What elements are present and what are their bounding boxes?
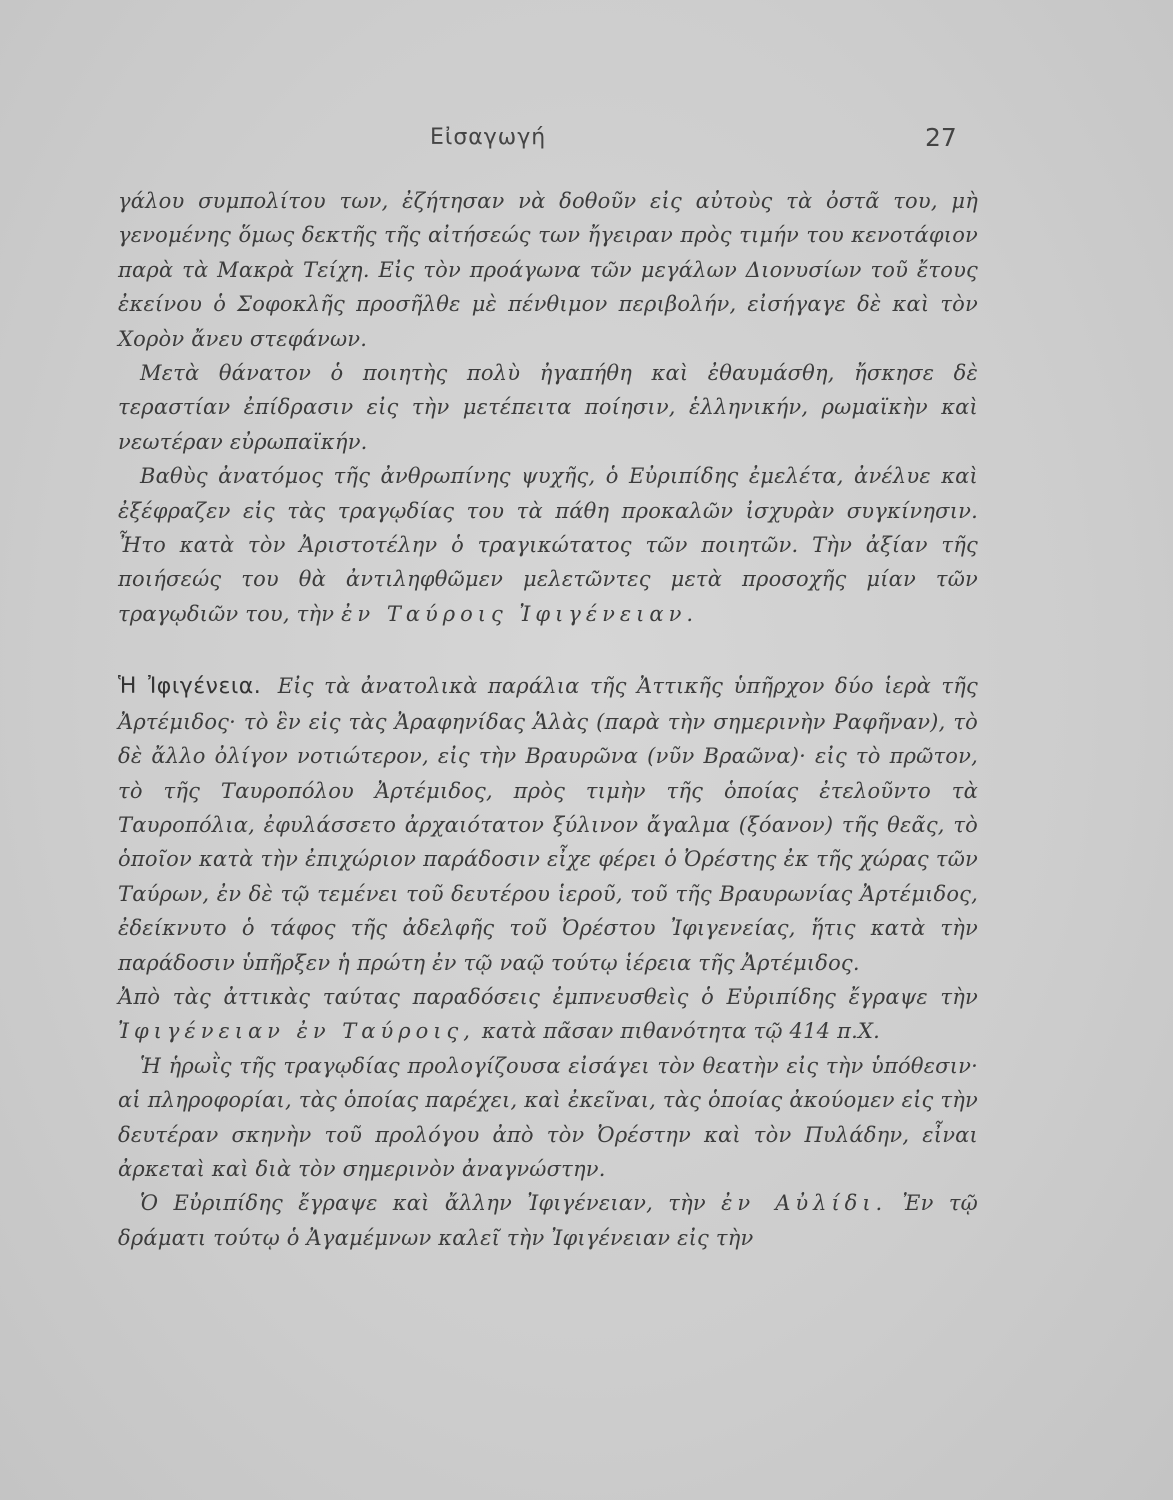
paragraph-text: Ὁ Εὐριπίδης ἔγραψε καὶ ἄλλην Ἰφιγένειαν, τὴν (140, 1191, 706, 1216)
paragraph-text: γάλου συμπολίτου των, ἐζήτησαν νὰ δοθοῦν εἰς αὐτοὺς τὰ ὀστᾶ του, μὴ γενομένης ὅμως δεκτῆς τῆς αἰτήσεώς των ἤγειραν πρὸς τιμήν του κενοτάφιον παρὰ τὰ Μακρὰ Τείχη. Εἰς τὸν προάγωνα τῶν μεγάλων Διονυσίων τοῦ ἔτους ἐκείνου ὁ Σοφοκλῆς προσῆλθε μὲ πένθιμον περιβολήν, εἰσήγαγε δὲ καὶ τὸν Χορὸν ἄνευ στεφάνων. (118, 189, 978, 351)
spaced-title: ἐν Αὐλίδι. (721, 1191, 888, 1216)
paragraph-text: Μετὰ θάνατον ὁ ποιητὴς πολὺ ἠγαπήθη καὶ ἐθαυμάσθη, ἤσκησε δὲ τεραστίαν ἐπίδρασιν εἰς τὴν μετέπειτα ποίησιν, ἑλληνικήν, ρωμαϊκὴν καὶ νεωτέραν εὐρωπαϊκήν. (118, 361, 978, 454)
page-body (118, 184, 978, 1255)
paragraph-text: Ἀπὸ τὰς ἀττικὰς ταύτας παραδόσεις ἐμπνευσθεὶς ὁ Εὐριπίδης ἔγραψε τὴν (118, 984, 978, 1009)
paragraph-influence (118, 356, 978, 459)
section-heading: Ἡ Ἰφιγένεια. (118, 674, 262, 700)
paragraph-iphigenia (118, 669, 978, 980)
paragraph-aulis (118, 1186, 978, 1255)
paragraph-composition (118, 980, 978, 1049)
paragraph-text: Βαθὺς ἀνατόμος τῆς ἀνθρωπίνης ψυχῆς, ὁ Εὐριπίδης ἐμελέτα, ἀνέλυε καὶ ἐξέφραζεν εἰς τὰς τραγῳδίας του τὰ πάθη προκαλῶν ἰσχυρὰν συγκίνησιν. Ἦτο κατὰ τὸν Ἀριστοτέλην ὁ τραγικώτατος τῶν ποιητῶν. Τὴν ἀξίαν τῆς ποιήσεώς του θὰ ἀντιληφθῶμεν μελετῶντες μετὰ προσοχῆς μίαν τῶν τραγῳδιῶν του, τὴν (118, 464, 978, 626)
paragraph-euripides (118, 459, 978, 631)
paragraph-text: Ἡ ἡρωῒς τῆς τραγῳδίας προλογίζουσα εἰσάγει τὸν θεατὴν εἰς τὴν ὑπόθεσιν· αἱ πληροφορίαι, τὰς ὁποίας παρέχει, καὶ ἐκεῖναι, τὰς ὁποίας ἀκούομεν εἰς τὴν δευτέραν σκηνὴν τοῦ προλόγου ἀπὸ τὸν Ὀρέστην καὶ τὸν Πυλάδην, εἶναι ἀρκεταὶ καὶ διὰ τὸν σημερινὸν ἀναγνώστην. (118, 1053, 978, 1181)
paragraph-continuation (118, 184, 978, 356)
paragraph-text: κατὰ πᾶσαν πιθανότητα τῷ 414 π.Χ. (481, 1019, 880, 1044)
paragraph-text: Εἰς τὰ ἀνατολικὰ παράλια τῆς Ἀττικῆς ὑπῆρχον δύο ἱερὰ τῆς Ἀρτέμιδος· τὸ ἓν εἰς τὰς Ἀραφηνίδας Ἁλὰς (παρὰ τὴν σημερινὴν Ραφῆναν), τὸ δὲ ἄλλο ὀλίγον νοτιώτερον, εἰς τὴν Βραυρῶνα (νῦν Βραῶνα)· εἰς τὸ πρῶτον, τὸ τῆς Ταυροπόλου Ἀρτέμιδος, πρὸς τιμὴν τῆς ὁποίας ἐτελοῦντο τὰ Ταυροπόλια, ἐφυλάσσετο ἀρχαιότατον ξύλινον ἄγαλμα (ξόανον) τῆς θεᾶς, τὸ ὁποῖον κατὰ τὴν ἐπιχώριον παράδοσιν εἶχε φέρει ὁ Ὀρέστης ἐκ τῆς χώρας τῶν Ταύρων, ἐν δὲ τῷ τεμένει τοῦ δευτέρου ἱεροῦ, τοῦ τῆς Βραυρωνίας Ἀρτέμιδος, ἐδείκνυτο ὁ τάφος τῆς ἀδελφῆς τοῦ Ὀρέστου Ἰφιγενείας, ἥτις κατὰ τὴν παράδοσιν ὑπῆρξεν ἡ πρώτη ἐν τῷ ναῷ τούτῳ ἱέρεια τῆς Ἀρτέμιδος. (118, 674, 978, 975)
running-head (0, 125, 1173, 165)
paragraph-text: Ἐν τῷ δράματι τούτῳ ὁ Ἀγαμέμνων καλεῖ τὴν Ἰφιγένειαν εἰς τὴν (118, 1191, 978, 1250)
spaced-title: ἐν Ταύροις Ἰφιγένειαν. (341, 601, 699, 626)
spaced-title: Ἰφιγένειαν ἐν Ταύροις, (118, 1019, 475, 1044)
paragraph-prologue (118, 1049, 978, 1187)
page-number: 27 (925, 123, 957, 152)
running-head-title: Εἰσαγωγή (430, 125, 547, 150)
